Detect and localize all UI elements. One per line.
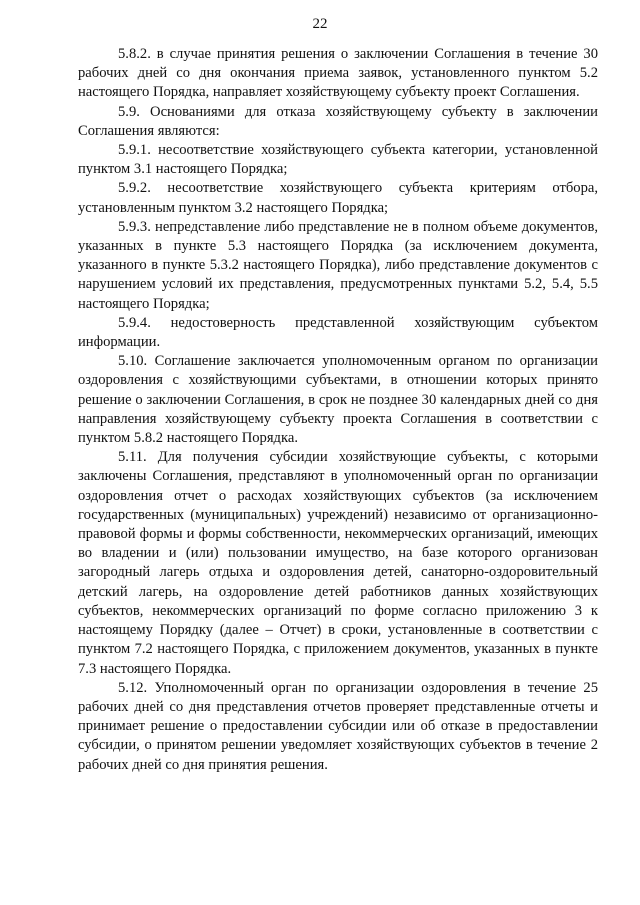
- paragraph-5-9-4: 5.9.4. недостоверность представленной хозяйствующим субъектом информации.: [78, 314, 598, 351]
- paragraph-5-8-2: 5.8.2. в случае принятия решения о заключении Соглашения в течение 30 рабочих дней со дня окончания приема заявок, установленного пунктом 5.2 настоящего Порядка, направляет хозяйствующему субъекту проект Соглашения.: [78, 46, 598, 101]
- paragraph-5-9: 5.9. Основаниями для отказа хозяйствующему субъекту в заключении Соглашения являются:: [78, 103, 598, 139]
- paragraph-5-12: 5.12. Уполномоченный орган по организации оздоровления в течение 25 рабочих дней со дня представления отчетов проверяет представленные отчеты и принимает решение о предоставлении субсидии или об отказе в предоставлении субсидии, о принятом решении уведомляет хозяйствующих субъектов в течение 2 рабочих дней со дня принятия решения.: [78, 679, 598, 773]
- document-body: [78, 45, 598, 775]
- paragraph-5-11: 5.11. Для получения субсидии хозяйствующие субъекты, с которыми заключены Соглашения, представляют в уполномоченный орган по организации оздоровления отчет о расходах хозяйствующих субъектов (за исключением государственных (муниципальных) учреждений) независимо от организационно-правовой формы и формы собственности, некоммерческих организаций, имеющих во владении и (или) пользовании имущество, на базе которого организован загородный лагерь отдыха и оздоровления детей, санаторно-оздоровительный детский лагерь, на оздоровление детей работников данных хозяйствующих субъектов, некоммерческих организаций по форме согласно приложению 3 к настоящему Порядку (далее – Отчет) в сроки, установленные в соответствии с пунктом 7.2 настоящего Порядка, с приложением документов, указанных в пункте 7.3 настоящего Порядка.: [78, 449, 598, 677]
- page-number: 22: [312, 16, 328, 32]
- paragraph-5-9-1: 5.9.1. несоответствие хозяйствующего субъекта категории, установленной пунктом 3.1 настоящего Порядка;: [78, 142, 598, 178]
- paragraph-5-10: 5.10. Соглашение заключается уполномоченным органом по организации оздоровления с хозяйствующими субъектами, в отношении которых принято решение о заключении Соглашения, в срок не позднее 30 календарных дней со дня направления хозяйствующему субъекту проекта Соглашения в соответствии с пунктом 5.8.2 настоящего Порядка.: [78, 353, 598, 447]
- paragraph-5-9-2: 5.9.2. несоответствие хозяйствующего субъекта критериям отбора, установленным пунктом 3.2 настоящего Порядка;: [78, 180, 598, 216]
- paragraph-5-9-3: 5.9.3. непредставление либо представление не в полном объеме документов, указанных в пункте 5.3 настоящего Порядка (за исключением документа, указанного в пункте 5.3.2 настоящего Порядка), либо представление документов с нарушением условий их представления, предусмотренных пунктами 5.2, 5.4, 5.5 настоящего Порядка;: [78, 218, 598, 312]
